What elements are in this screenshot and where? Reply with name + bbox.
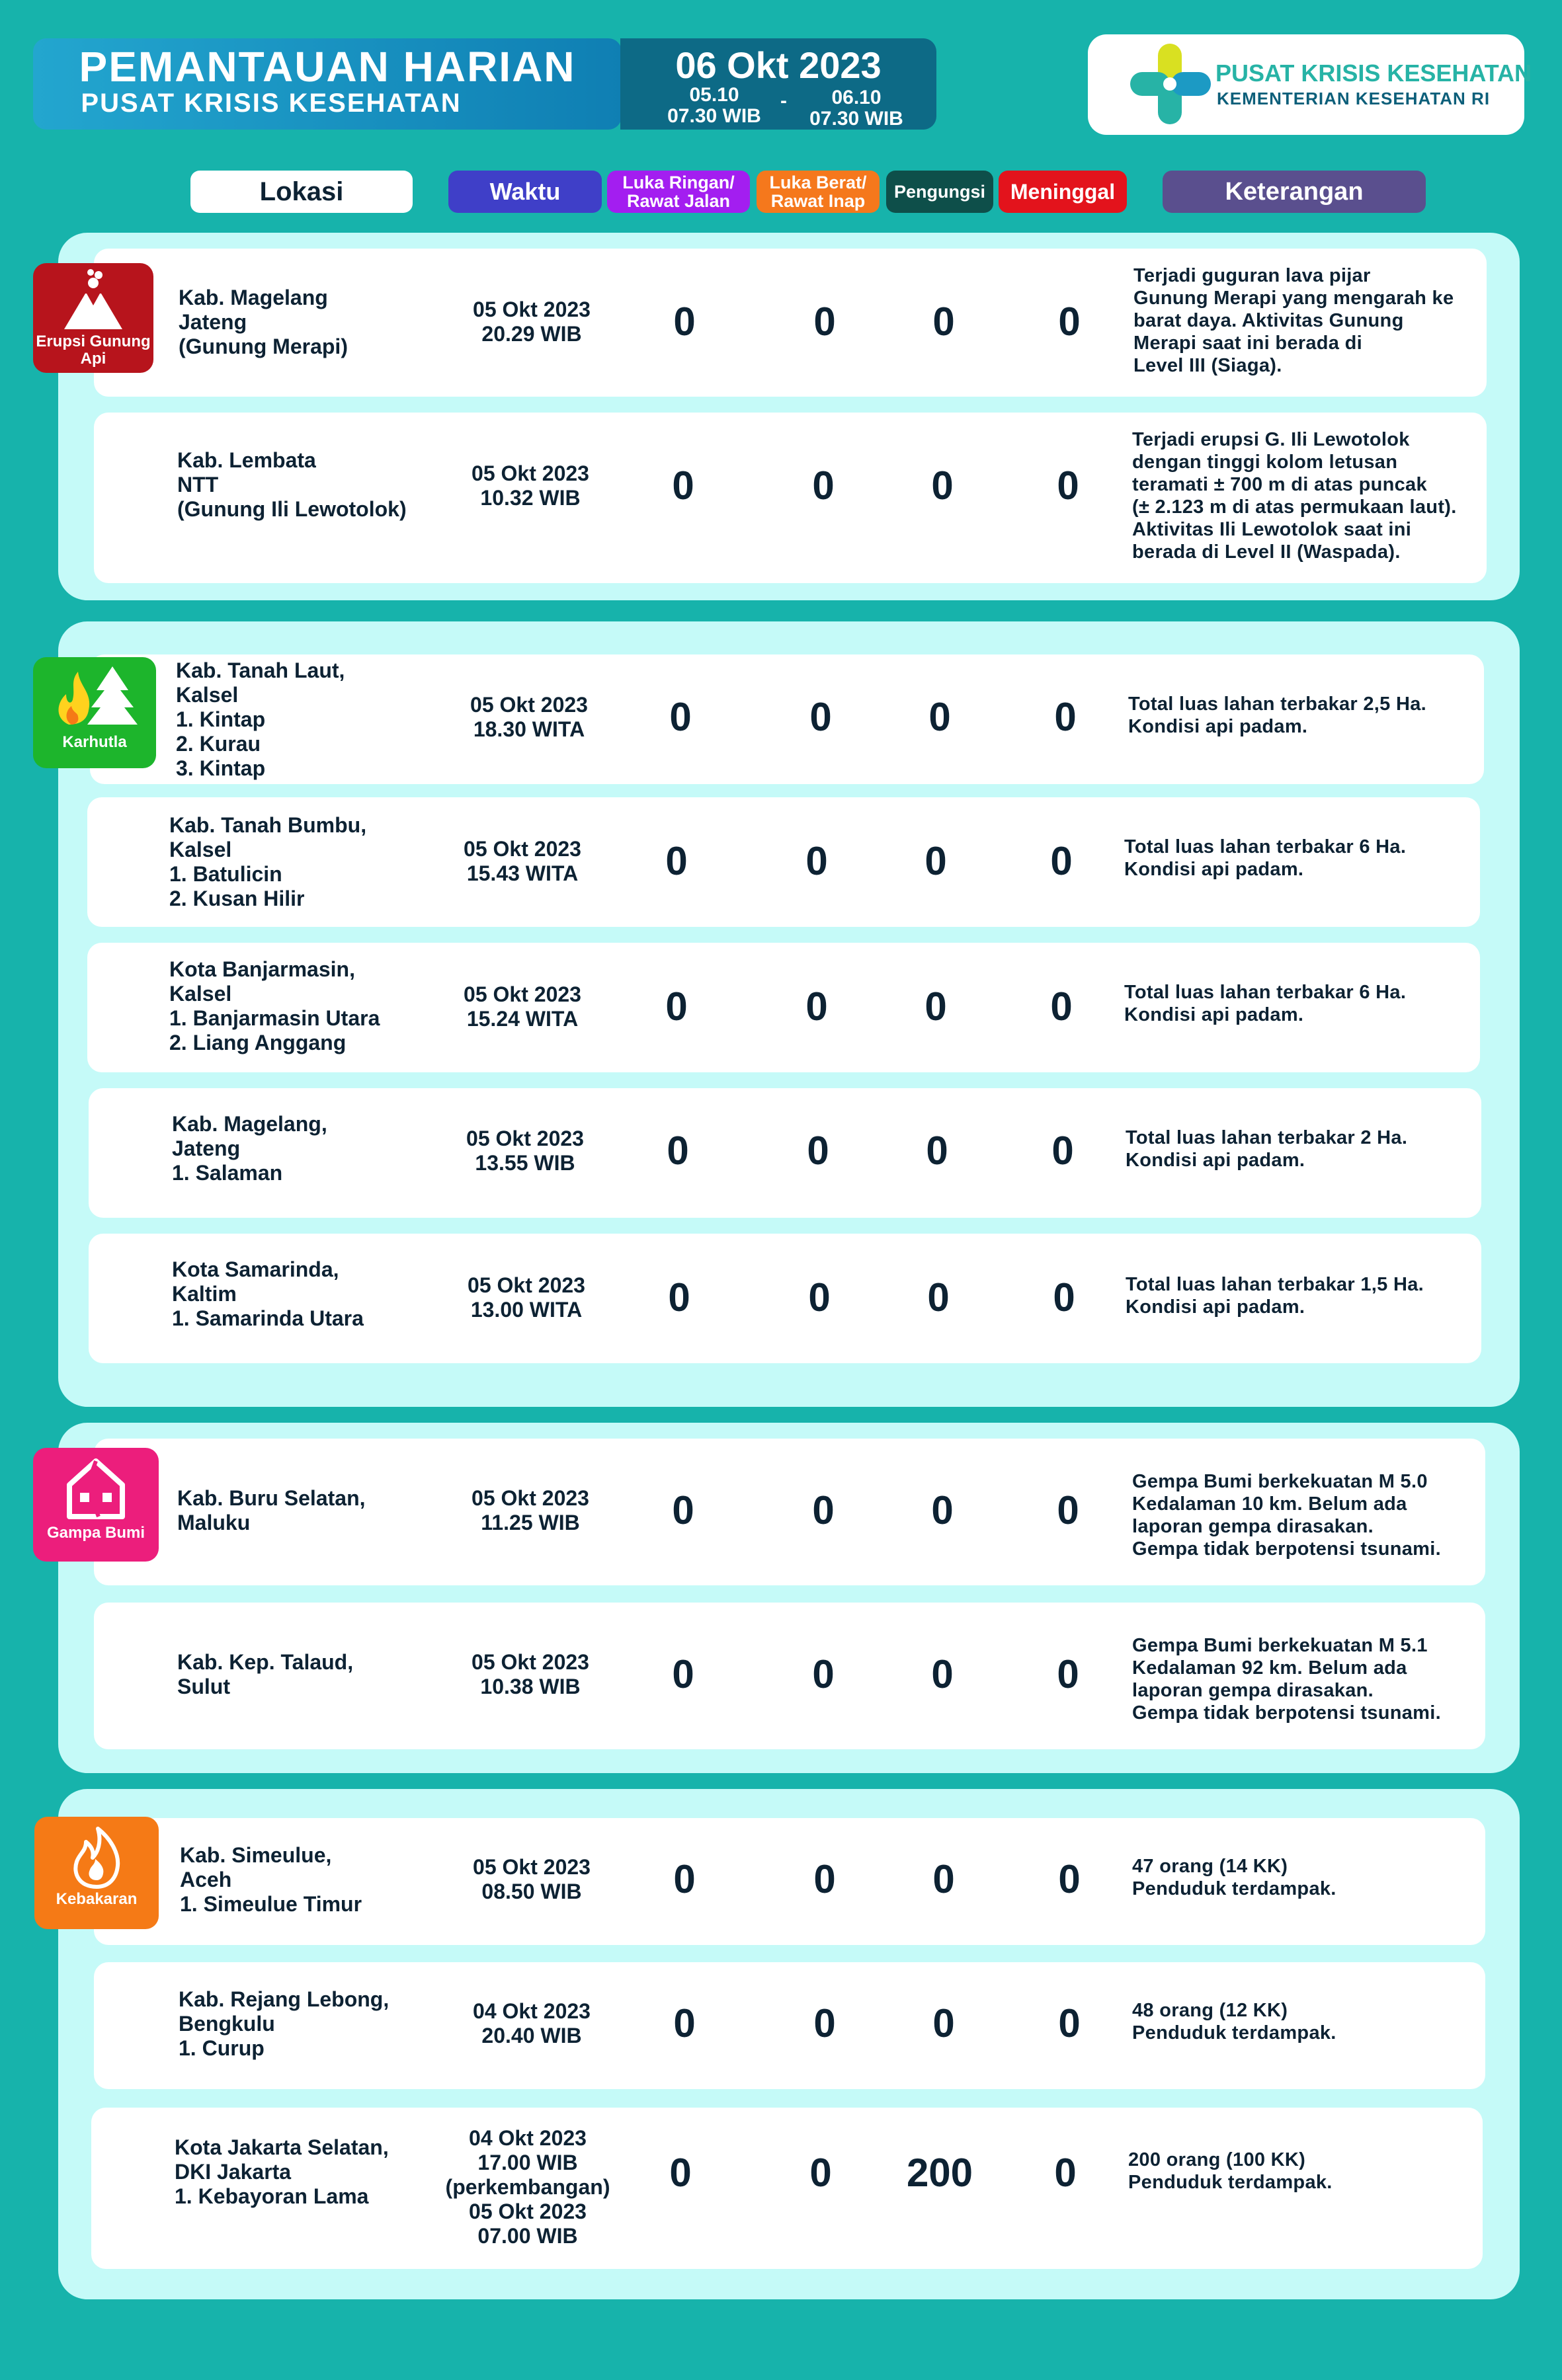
count-pengungsi: 0: [927, 1275, 950, 1320]
column-header-luka-berat: Luka Berat/ Rawat Inap: [757, 171, 880, 213]
category-label: Kebakaran: [56, 1890, 138, 1908]
count-luka-ringan: 0: [668, 1275, 690, 1320]
column-header-luka-ringan: Luka Ringan/ Rawat Jalan: [607, 171, 750, 213]
row-time: 04 Okt 2023 17.00 WIB (perkembangan) 05 Okt 2023 07.00 WIB: [445, 2126, 610, 2248]
range-end: [787, 87, 926, 130]
column-header-waktu: Waktu: [448, 171, 602, 213]
row-description: Total luas lahan terbakar 6 Ha. Kondisi api padam.: [1124, 982, 1407, 1025]
count-meninggal: 0: [1051, 1129, 1074, 1173]
count-pengungsi: 0: [932, 1857, 955, 1901]
category-label: Karhutla: [62, 733, 127, 751]
report-date: 06 Okt 2023: [675, 44, 882, 86]
row-time: 05 Okt 2023 20.29 WIB: [473, 298, 591, 346]
page-title: PEMANTAUAN HARIAN: [79, 43, 576, 91]
count-luka-berat: 0: [809, 695, 832, 739]
count-luka-berat: 0: [813, 2001, 836, 2045]
row-location: Kab. Rejang Lebong, Bengkulu 1. Curup: [179, 1987, 390, 2060]
column-header-pengungsi: Pengungsi: [886, 171, 993, 213]
row-location: Kab. Simeulue, Aceh 1. Simeulue Timur: [180, 1843, 362, 1916]
count-luka-berat: 0: [807, 1129, 829, 1173]
range-start-date: 05.10: [689, 84, 739, 106]
count-meninggal: 0: [1057, 1652, 1079, 1696]
row-description: Total luas lahan terbakar 2,5 Ha. Kondisi api padam.: [1128, 694, 1426, 737]
count-pengungsi: 0: [925, 839, 947, 883]
count-meninggal: 0: [1054, 695, 1077, 739]
count-luka-ringan: 0: [665, 839, 688, 883]
count-luka-berat: 0: [812, 1488, 835, 1532]
count-luka-ringan: 0: [672, 1488, 694, 1532]
range-start-time: 07.30 WIB: [667, 105, 761, 127]
count-meninggal: 0: [1058, 2001, 1081, 2045]
count-luka-ringan: 0: [673, 1857, 696, 1901]
row-time: 05 Okt 2023 13.00 WITA: [468, 1273, 585, 1322]
category-badge-kebakaran: [34, 1817, 159, 1929]
range-start: [645, 85, 784, 127]
row-description: 48 orang (12 KK) Penduduk terdampak.: [1132, 2000, 1336, 2043]
forest-fire-icon: [49, 664, 142, 730]
count-pengungsi: 0: [932, 299, 955, 344]
count-pengungsi: 0: [926, 1129, 948, 1173]
logo-name: PUSAT KRISIS KESEHATAN: [1215, 60, 1532, 87]
row-description: Total luas lahan terbakar 6 Ha. Kondisi api padam.: [1124, 836, 1407, 880]
count-luka-ringan: 0: [673, 2001, 696, 2045]
count-luka-ringan: 0: [672, 1652, 694, 1696]
row-location: Kab. Magelang Jateng (Gunung Merapi): [179, 286, 348, 358]
count-pengungsi: 200: [906, 2151, 973, 2195]
count-meninggal: 0: [1057, 1488, 1079, 1532]
row-location: Kab. Buru Selatan, Maluku: [177, 1486, 366, 1534]
count-meninggal: 0: [1058, 1857, 1081, 1901]
row-location: Kota Banjarmasin, Kalsel 1. Banjarmasin Utara 2. Liang Anggang: [169, 957, 380, 1054]
row-time: 05 Okt 2023 11.25 WIB: [472, 1486, 589, 1534]
count-luka-ringan: 0: [672, 463, 694, 508]
row-time: 05 Okt 2023 15.24 WITA: [464, 982, 581, 1031]
count-luka-ringan: 0: [665, 984, 688, 1029]
count-pengungsi: 0: [932, 2001, 955, 2045]
row-description: Terjadi erupsi G. Ili Lewotolok dengan tinggi kolom letusan teramati ± 700 m di atas puncak (± 2.123 m di atas permukaan laut). Aktivitas Ili Lewotolok saat ini berada di Level II (Waspada).: [1132, 429, 1457, 563]
count-pengungsi: 0: [931, 463, 954, 508]
count-luka-berat: 0: [805, 984, 828, 1029]
range-end-time: 07.30 WIB: [809, 108, 903, 130]
count-pengungsi: 0: [925, 984, 947, 1029]
category-badge-erupsi: [33, 263, 153, 373]
category-label: Erupsi Gunung Api: [36, 333, 151, 368]
row-description: Gempa Bumi berkekuatan M 5.0 Kedalaman 10 km. Belum ada laporan gempa dirasakan. Gempa tidak berpotensi tsunami.: [1132, 1471, 1441, 1560]
row-description: Terjadi guguran lava pijar Gunung Merapi yang mengarah ke barat daya. Aktivitas Gunung Merapi saat ini berada di Level III (Siaga).: [1133, 265, 1454, 376]
count-luka-ringan: 0: [669, 2151, 692, 2195]
row-time: 05 Okt 2023 15.43 WITA: [464, 837, 581, 885]
row-description: Total luas lahan terbakar 2 Ha. Kondisi api padam.: [1126, 1127, 1408, 1171]
row-location: Kab. Magelang, Jateng 1. Salaman: [172, 1112, 327, 1185]
count-luka-ringan: 0: [667, 1129, 689, 1173]
earthquake-house-icon: [64, 1456, 128, 1519]
row-time: 05 Okt 2023 10.32 WIB: [472, 461, 589, 510]
flame-icon: [71, 1826, 122, 1889]
row-time: 05 Okt 2023 13.55 WIB: [466, 1127, 584, 1175]
column-header-lokasi: Lokasi: [190, 171, 413, 213]
row-location: Kab. Tanah Bumbu, Kalsel 1. Batulicin 2. Kusan Hilir: [169, 813, 367, 910]
category-badge-gempa: [33, 1448, 159, 1562]
row-description: Total luas lahan terbakar 1,5 Ha. Kondisi api padam.: [1126, 1274, 1424, 1318]
count-luka-ringan: 0: [669, 695, 692, 739]
volcano-icon: [60, 267, 126, 333]
logo-ministry: KEMENTERIAN KESEHATAN RI: [1217, 89, 1491, 108]
count-meninggal: 0: [1054, 2151, 1077, 2195]
row-location: Kab. Kep. Talaud, Sulut: [177, 1650, 354, 1698]
row-location: Kab. Lembata NTT (Gunung Ili Lewotolok): [177, 448, 407, 521]
count-luka-berat: 0: [812, 463, 835, 508]
row-time: 05 Okt 2023 10.38 WIB: [472, 1650, 589, 1698]
page-subtitle: PUSAT KRISIS KESEHATAN: [81, 89, 462, 118]
count-meninggal: 0: [1057, 463, 1079, 508]
count-meninggal: 0: [1050, 839, 1073, 883]
count-pengungsi: 0: [931, 1488, 954, 1532]
row-location: Kota Samarinda, Kaltim 1. Samarinda Utara: [172, 1257, 364, 1330]
health-crisis-logo-icon: [1128, 41, 1213, 127]
row-time: 05 Okt 2023 08.50 WIB: [473, 1855, 591, 1903]
count-luka-berat: 0: [813, 1857, 836, 1901]
count-luka-berat: 0: [809, 2151, 832, 2195]
count-meninggal: 0: [1058, 299, 1081, 344]
row-description: Gempa Bumi berkekuatan M 5.1 Kedalaman 92 km. Belum ada laporan gempa dirasakan. Gempa tidak berpotensi tsunami.: [1132, 1635, 1441, 1724]
count-meninggal: 0: [1053, 1275, 1075, 1320]
count-pengungsi: 0: [928, 695, 951, 739]
count-luka-berat: 0: [812, 1652, 835, 1696]
row-description: 47 orang (14 KK) Penduduk terdampak.: [1132, 1856, 1336, 1899]
row-time: 05 Okt 2023 18.30 WITA: [470, 693, 588, 741]
range-separator: -: [780, 90, 787, 112]
range-end-date: 06.10: [831, 87, 882, 108]
row-time: 04 Okt 2023 20.40 WIB: [473, 1999, 591, 2047]
count-luka-berat: 0: [808, 1275, 831, 1320]
count-luka-berat: 0: [805, 839, 828, 883]
category-badge-karhutla: [33, 657, 156, 768]
count-meninggal: 0: [1050, 984, 1073, 1029]
count-luka-berat: 0: [813, 299, 836, 344]
row-location: Kota Jakarta Selatan, DKI Jakarta 1. Kebayoran Lama: [175, 2135, 389, 2208]
row-location: Kab. Tanah Laut, Kalsel 1. Kintap 2. Kurau 3. Kintap: [176, 658, 345, 780]
count-luka-ringan: 0: [673, 299, 696, 344]
row-description: 200 orang (100 KK) Penduduk terdampak.: [1128, 2149, 1333, 2193]
column-header-keterangan: Keterangan: [1163, 171, 1426, 213]
count-pengungsi: 0: [931, 1652, 954, 1696]
category-label: Gampa Bumi: [46, 1524, 145, 1542]
column-header-meninggal: Meninggal: [999, 171, 1127, 213]
